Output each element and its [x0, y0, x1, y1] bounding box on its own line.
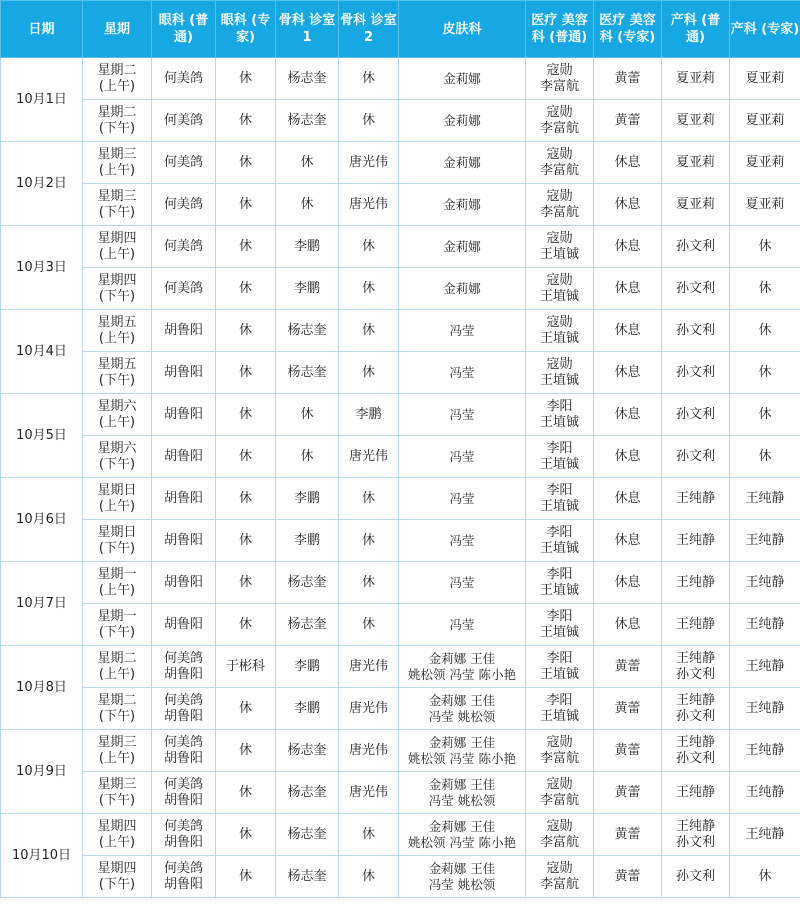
orthopedics-room2-cell: 唐光伟 [339, 436, 399, 478]
orthopedics-room2-cell: 休 [339, 478, 399, 520]
ophthalmology-expert-cell: 休 [216, 856, 276, 898]
table-row [1, 100, 800, 142]
weekday-cell: 星期四 (下午) [83, 856, 152, 898]
ophthalmology-general-cell: 何美鸽 [152, 100, 216, 142]
cosmetic-expert-cell: 黄蕾 [594, 730, 662, 772]
cosmetic-expert-cell: 休息 [594, 184, 662, 226]
orthopedics-room1-cell: 杨志奎 [276, 856, 339, 898]
orthopedics-room1-cell: 李鹏 [276, 478, 339, 520]
obstetrics-general-cell: 孙文利 [662, 856, 730, 898]
table-row [1, 814, 800, 856]
cosmetic-general-cell: 寇勋 王埴铖 [526, 310, 594, 352]
obstetrics-general-cell: 王纯静 [662, 562, 730, 604]
obstetrics-expert-cell: 王纯静 [730, 772, 800, 814]
orthopedics-room2-cell: 休 [339, 562, 399, 604]
cosmetic-expert-cell: 休息 [594, 604, 662, 646]
ophthalmology-general-cell: 何美鸽 [152, 58, 216, 100]
date-cell: 10月9日 [1, 730, 83, 814]
cosmetic-expert-cell: 黄蕾 [594, 688, 662, 730]
ophthalmology-general-cell: 何美鸽 [152, 226, 216, 268]
obstetrics-general-cell: 孙文利 [662, 394, 730, 436]
obstetrics-expert-cell: 夏亚莉 [730, 142, 800, 184]
cosmetic-expert-cell: 黄蕾 [594, 58, 662, 100]
orthopedics-room2-cell: 唐光伟 [339, 730, 399, 772]
weekday-cell: 星期三 (下午) [83, 184, 152, 226]
obstetrics-expert-cell: 夏亚莉 [730, 184, 800, 226]
orthopedics-room2-cell: 休 [339, 100, 399, 142]
ophthalmology-expert-cell: 休 [216, 100, 276, 142]
orthopedics-room1-cell: 李鹏 [276, 226, 339, 268]
orthopedics-room2-cell: 唐光伟 [339, 142, 399, 184]
ophthalmology-expert-cell: 休 [216, 394, 276, 436]
orthopedics-room2-cell: 休 [339, 604, 399, 646]
ophthalmology-expert-cell: 休 [216, 184, 276, 226]
header-date: 日期 [1, 1, 83, 58]
cosmetic-expert-cell: 黄蕾 [594, 856, 662, 898]
obstetrics-general-cell: 孙文利 [662, 226, 730, 268]
ophthalmology-general-cell: 胡鲁阳 [152, 310, 216, 352]
orthopedics-room1-cell: 休 [276, 142, 339, 184]
header-orthopedics-room2: 骨科 诊室2 [339, 1, 399, 58]
obstetrics-general-cell: 王纯静 [662, 520, 730, 562]
dermatology-cell: 金莉娜 [399, 184, 526, 226]
ophthalmology-general-cell: 何美鸽 胡鲁阳 [152, 814, 216, 856]
ophthalmology-expert-cell: 休 [216, 814, 276, 856]
schedule-body [1, 58, 800, 898]
ophthalmology-expert-cell: 休 [216, 688, 276, 730]
orthopedics-room1-cell: 李鹏 [276, 520, 339, 562]
date-cell: 10月7日 [1, 562, 83, 646]
obstetrics-general-cell: 夏亚莉 [662, 58, 730, 100]
ophthalmology-general-cell: 何美鸽 [152, 184, 216, 226]
orthopedics-room2-cell: 休 [339, 814, 399, 856]
orthopedics-room1-cell: 杨志奎 [276, 310, 339, 352]
cosmetic-general-cell: 李阳 王埴铖 [526, 394, 594, 436]
orthopedics-room1-cell: 杨志奎 [276, 814, 339, 856]
header-weekday: 星期 [83, 1, 152, 58]
ophthalmology-general-cell: 何美鸽 胡鲁阳 [152, 646, 216, 688]
ophthalmology-general-cell: 胡鲁阳 [152, 562, 216, 604]
obstetrics-expert-cell: 王纯静 [730, 646, 800, 688]
ophthalmology-general-cell: 何美鸽 [152, 268, 216, 310]
orthopedics-room1-cell: 杨志奎 [276, 772, 339, 814]
table-row [1, 730, 800, 772]
weekday-cell: 星期四 (下午) [83, 268, 152, 310]
ophthalmology-expert-cell: 休 [216, 562, 276, 604]
orthopedics-room1-cell: 休 [276, 394, 339, 436]
table-row [1, 58, 800, 100]
ophthalmology-expert-cell: 休 [216, 58, 276, 100]
header-ophthalmology-general: 眼科 (普通) [152, 1, 216, 58]
obstetrics-general-cell: 夏亚莉 [662, 100, 730, 142]
table-row [1, 436, 800, 478]
dermatology-cell: 冯莹 [399, 436, 526, 478]
orthopedics-room1-cell: 休 [276, 436, 339, 478]
dermatology-cell: 金莉娜 王佳 冯莹 姚松领 [399, 688, 526, 730]
obstetrics-general-cell: 王纯静 [662, 772, 730, 814]
orthopedics-room1-cell: 杨志奎 [276, 58, 339, 100]
cosmetic-general-cell: 李阳 王埴铖 [526, 520, 594, 562]
ophthalmology-expert-cell: 于彬科 [216, 646, 276, 688]
date-cell: 10月4日 [1, 310, 83, 394]
obstetrics-expert-cell: 王纯静 [730, 688, 800, 730]
dermatology-cell: 金莉娜 王佳 冯莹 姚松领 [399, 772, 526, 814]
weekday-cell: 星期五 (上午) [83, 310, 152, 352]
ophthalmology-general-cell: 胡鲁阳 [152, 604, 216, 646]
cosmetic-general-cell: 寇勋 李富航 [526, 58, 594, 100]
ophthalmology-general-cell: 胡鲁阳 [152, 520, 216, 562]
cosmetic-expert-cell: 休息 [594, 352, 662, 394]
orthopedics-room1-cell: 杨志奎 [276, 562, 339, 604]
orthopedics-room1-cell: 休 [276, 184, 339, 226]
obstetrics-general-cell: 王纯静 孙文利 [662, 646, 730, 688]
ophthalmology-expert-cell: 休 [216, 730, 276, 772]
date-cell: 10月8日 [1, 646, 83, 730]
orthopedics-room1-cell: 杨志奎 [276, 352, 339, 394]
table-row [1, 520, 800, 562]
cosmetic-expert-cell: 休息 [594, 436, 662, 478]
cosmetic-general-cell: 寇勋 李富航 [526, 184, 594, 226]
ophthalmology-general-cell: 胡鲁阳 [152, 352, 216, 394]
obstetrics-expert-cell: 王纯静 [730, 478, 800, 520]
weekday-cell: 星期四 (上午) [83, 814, 152, 856]
obstetrics-expert-cell: 王纯静 [730, 520, 800, 562]
date-cell: 10月3日 [1, 226, 83, 310]
table-row [1, 142, 800, 184]
header-cosmetic-general: 医疗 美容科 (普通) [526, 1, 594, 58]
dermatology-cell: 冯莹 [399, 394, 526, 436]
cosmetic-general-cell: 李阳 王埴铖 [526, 436, 594, 478]
dermatology-cell: 金莉娜 王佳 冯莹 姚松领 [399, 856, 526, 898]
weekday-cell: 星期三 (下午) [83, 772, 152, 814]
date-cell: 10月6日 [1, 478, 83, 562]
cosmetic-expert-cell: 休息 [594, 520, 662, 562]
obstetrics-expert-cell: 休 [730, 856, 800, 898]
header-cosmetic-expert: 医疗 美容科 (专家) [594, 1, 662, 58]
cosmetic-general-cell: 李阳 王埴铖 [526, 604, 594, 646]
weekday-cell: 星期四 (上午) [83, 226, 152, 268]
weekday-cell: 星期一 (上午) [83, 562, 152, 604]
orthopedics-room2-cell: 唐光伟 [339, 646, 399, 688]
weekday-cell: 星期三 (上午) [83, 730, 152, 772]
orthopedics-room2-cell: 休 [339, 58, 399, 100]
ophthalmology-expert-cell: 休 [216, 142, 276, 184]
orthopedics-room2-cell: 休 [339, 310, 399, 352]
date-cell: 10月2日 [1, 142, 83, 226]
weekday-cell: 星期二 (上午) [83, 58, 152, 100]
cosmetic-general-cell: 寇勋 李富航 [526, 100, 594, 142]
ophthalmology-general-cell: 胡鲁阳 [152, 394, 216, 436]
header-dermatology: 皮肤科 [399, 1, 526, 58]
ophthalmology-general-cell: 何美鸽 胡鲁阳 [152, 730, 216, 772]
dermatology-cell: 冯莹 [399, 562, 526, 604]
orthopedics-room2-cell: 休 [339, 856, 399, 898]
obstetrics-general-cell: 王纯静 孙文利 [662, 814, 730, 856]
obstetrics-general-cell: 孙文利 [662, 310, 730, 352]
ophthalmology-expert-cell: 休 [216, 310, 276, 352]
header-obstetrics-general: 产科 (普通) [662, 1, 730, 58]
cosmetic-expert-cell: 休息 [594, 310, 662, 352]
cosmetic-expert-cell: 休息 [594, 268, 662, 310]
header-ophthalmology-expert: 眼科 (专家) [216, 1, 276, 58]
obstetrics-general-cell: 王纯静 [662, 604, 730, 646]
cosmetic-expert-cell: 黄蕾 [594, 100, 662, 142]
cosmetic-general-cell: 寇勋 王埴铖 [526, 226, 594, 268]
obstetrics-expert-cell: 休 [730, 226, 800, 268]
ophthalmology-general-cell: 胡鲁阳 [152, 436, 216, 478]
orthopedics-room2-cell: 休 [339, 226, 399, 268]
ophthalmology-expert-cell: 休 [216, 436, 276, 478]
cosmetic-expert-cell: 休息 [594, 226, 662, 268]
obstetrics-expert-cell: 休 [730, 352, 800, 394]
dermatology-cell: 冯莹 [399, 520, 526, 562]
cosmetic-general-cell: 寇勋 李富航 [526, 814, 594, 856]
dermatology-cell: 金莉娜 王佳 姚松领 冯莹 陈小艳 [399, 646, 526, 688]
cosmetic-general-cell: 李阳 王埴铖 [526, 646, 594, 688]
dermatology-cell: 金莉娜 [399, 226, 526, 268]
orthopedics-room1-cell: 李鹏 [276, 268, 339, 310]
dermatology-cell: 金莉娜 [399, 268, 526, 310]
ophthalmology-expert-cell: 休 [216, 520, 276, 562]
dermatology-cell: 冯莹 [399, 310, 526, 352]
ophthalmology-general-cell: 何美鸽 胡鲁阳 [152, 856, 216, 898]
obstetrics-general-cell: 孙文利 [662, 268, 730, 310]
header-row [1, 1, 800, 58]
orthopedics-room2-cell: 唐光伟 [339, 688, 399, 730]
weekday-cell: 星期日 (上午) [83, 478, 152, 520]
ophthalmology-general-cell: 胡鲁阳 [152, 478, 216, 520]
cosmetic-expert-cell: 休息 [594, 394, 662, 436]
obstetrics-expert-cell: 夏亚莉 [730, 58, 800, 100]
cosmetic-expert-cell: 黄蕾 [594, 772, 662, 814]
dermatology-cell: 金莉娜 王佳 姚松领 冯莹 陈小艳 [399, 814, 526, 856]
ophthalmology-general-cell: 何美鸽 胡鲁阳 [152, 688, 216, 730]
orthopedics-room2-cell: 李鹏 [339, 394, 399, 436]
cosmetic-general-cell: 寇勋 李富航 [526, 772, 594, 814]
table-row [1, 226, 800, 268]
obstetrics-general-cell: 夏亚莉 [662, 142, 730, 184]
weekday-cell: 星期二 (上午) [83, 646, 152, 688]
obstetrics-general-cell: 王纯静 孙文利 [662, 688, 730, 730]
dermatology-cell: 冯莹 [399, 352, 526, 394]
cosmetic-expert-cell: 休息 [594, 142, 662, 184]
header-orthopedics-room1: 骨科 诊室1 [276, 1, 339, 58]
cosmetic-general-cell: 寇勋 李富航 [526, 730, 594, 772]
weekday-cell: 星期二 (下午) [83, 100, 152, 142]
cosmetic-expert-cell: 休息 [594, 562, 662, 604]
obstetrics-general-cell: 夏亚莉 [662, 184, 730, 226]
table-row [1, 856, 800, 898]
orthopedics-room1-cell: 李鹏 [276, 646, 339, 688]
weekday-cell: 星期六 (下午) [83, 436, 152, 478]
obstetrics-expert-cell: 王纯静 [730, 814, 800, 856]
orthopedics-room2-cell: 唐光伟 [339, 184, 399, 226]
cosmetic-general-cell: 李阳 王埴铖 [526, 562, 594, 604]
table-row [1, 604, 800, 646]
ophthalmology-expert-cell: 休 [216, 604, 276, 646]
obstetrics-expert-cell: 王纯静 [730, 562, 800, 604]
date-cell: 10月1日 [1, 58, 83, 142]
table-row [1, 268, 800, 310]
ophthalmology-expert-cell: 休 [216, 268, 276, 310]
table-row [1, 394, 800, 436]
obstetrics-general-cell: 王纯静 孙文利 [662, 730, 730, 772]
obstetrics-expert-cell: 夏亚莉 [730, 100, 800, 142]
cosmetic-expert-cell: 黄蕾 [594, 814, 662, 856]
obstetrics-general-cell: 孙文利 [662, 436, 730, 478]
table-row [1, 184, 800, 226]
orthopedics-room2-cell: 休 [339, 520, 399, 562]
weekday-cell: 星期二 (下午) [83, 688, 152, 730]
date-cell: 10月10日 [1, 814, 83, 898]
dermatology-cell: 金莉娜 [399, 100, 526, 142]
ophthalmology-expert-cell: 休 [216, 478, 276, 520]
dermatology-cell: 金莉娜 [399, 142, 526, 184]
orthopedics-room2-cell: 休 [339, 268, 399, 310]
cosmetic-expert-cell: 休息 [594, 478, 662, 520]
cosmetic-general-cell: 李阳 王埴铖 [526, 478, 594, 520]
weekday-cell: 星期日 (下午) [83, 520, 152, 562]
obstetrics-expert-cell: 休 [730, 394, 800, 436]
weekday-cell: 星期一 (下午) [83, 604, 152, 646]
obstetrics-general-cell: 孙文利 [662, 352, 730, 394]
table-row [1, 772, 800, 814]
obstetrics-expert-cell: 王纯静 [730, 730, 800, 772]
ophthalmology-expert-cell: 休 [216, 352, 276, 394]
table-row [1, 310, 800, 352]
table-row [1, 478, 800, 520]
cosmetic-general-cell: 寇勋 李富航 [526, 856, 594, 898]
obstetrics-expert-cell: 休 [730, 310, 800, 352]
ophthalmology-general-cell: 何美鸽 胡鲁阳 [152, 772, 216, 814]
ophthalmology-expert-cell: 休 [216, 226, 276, 268]
orthopedics-room1-cell: 杨志奎 [276, 604, 339, 646]
ophthalmology-general-cell: 何美鸽 [152, 142, 216, 184]
obstetrics-expert-cell: 休 [730, 268, 800, 310]
cosmetic-general-cell: 寇勋 李富航 [526, 142, 594, 184]
obstetrics-general-cell: 王纯静 [662, 478, 730, 520]
orthopedics-room1-cell: 杨志奎 [276, 100, 339, 142]
table-row [1, 352, 800, 394]
table-row [1, 562, 800, 604]
cosmetic-general-cell: 寇勋 王埴铖 [526, 352, 594, 394]
date-cell: 10月5日 [1, 394, 83, 478]
orthopedics-room1-cell: 杨志奎 [276, 730, 339, 772]
weekday-cell: 星期三 (上午) [83, 142, 152, 184]
header-obstetrics-expert: 产科 (专家) [730, 1, 800, 58]
ophthalmology-expert-cell: 休 [216, 772, 276, 814]
cosmetic-expert-cell: 黄蕾 [594, 646, 662, 688]
table-row [1, 688, 800, 730]
weekday-cell: 星期六 (上午) [83, 394, 152, 436]
dermatology-cell: 金莉娜 王佳 姚松领 冯莹 陈小艳 [399, 730, 526, 772]
table-row [1, 646, 800, 688]
orthopedics-room1-cell: 李鹏 [276, 688, 339, 730]
obstetrics-expert-cell: 休 [730, 436, 800, 478]
orthopedics-room2-cell: 休 [339, 352, 399, 394]
dermatology-cell: 冯莹 [399, 478, 526, 520]
dermatology-cell: 冯莹 [399, 604, 526, 646]
dermatology-cell: 金莉娜 [399, 58, 526, 100]
obstetrics-expert-cell: 王纯静 [730, 604, 800, 646]
weekday-cell: 星期五 (下午) [83, 352, 152, 394]
orthopedics-room2-cell: 唐光伟 [339, 772, 399, 814]
cosmetic-general-cell: 寇勋 王埴铖 [526, 268, 594, 310]
cosmetic-general-cell: 李阳 王埴铖 [526, 688, 594, 730]
